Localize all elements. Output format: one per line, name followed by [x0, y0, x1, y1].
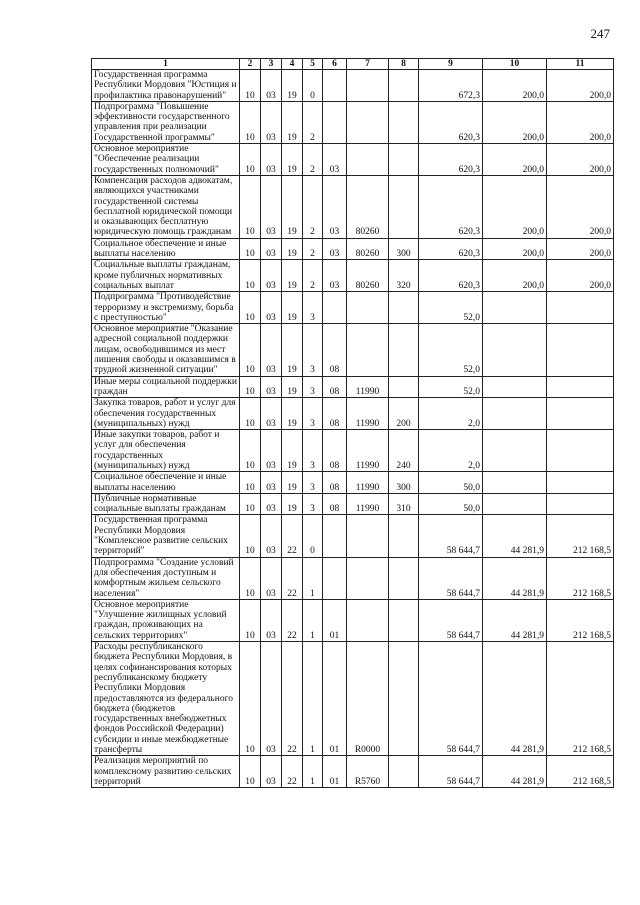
code-col-3: 03 — [261, 557, 282, 599]
code-col-2: 10 — [240, 376, 261, 398]
row-name: Реализация мероприятий по комплексному развитию сельских территорий — [92, 756, 240, 788]
column-header-3: 3 — [261, 59, 282, 70]
amount-col-9: 52,0 — [419, 324, 483, 376]
code-col-2: 10 — [240, 430, 261, 472]
code-col-7 — [347, 515, 389, 557]
table-body — [92, 70, 614, 788]
table-row — [92, 430, 614, 472]
code-col-5: 2 — [303, 101, 323, 143]
code-col-3: 03 — [261, 144, 282, 176]
amount-col-11: 200,0 — [547, 260, 614, 292]
column-header-9: 9 — [419, 59, 483, 70]
code-col-4: 19 — [282, 175, 303, 238]
code-col-5: 2 — [303, 144, 323, 176]
code-col-8 — [389, 557, 419, 599]
amount-col-11 — [547, 398, 614, 430]
code-col-8: 200 — [389, 398, 419, 430]
code-col-2: 10 — [240, 642, 261, 756]
code-col-7: R5760 — [347, 756, 389, 788]
amount-col-10: 200,0 — [483, 260, 547, 292]
code-col-4: 22 — [282, 557, 303, 599]
amount-col-9: 2,0 — [419, 430, 483, 472]
code-col-4: 22 — [282, 756, 303, 788]
table-row — [92, 599, 614, 641]
code-col-6 — [323, 515, 347, 557]
row-name: Расходы республиканского бюджета Республики Мордовия, в целях софинансирования которых республиканскому бюджету Республики Мордовия предоставляются из федерального бюджета (бюджетов государственных внебюджетных фондов Российской Федерации) субсидии и иные межбюджетные трансферты — [92, 642, 240, 756]
code-col-6: 08 — [323, 430, 347, 472]
column-header-2: 2 — [240, 59, 261, 70]
table-row — [92, 101, 614, 143]
amount-col-11 — [547, 493, 614, 515]
code-col-8: 240 — [389, 430, 419, 472]
code-col-4: 19 — [282, 292, 303, 324]
budget-table — [91, 58, 614, 788]
amount-col-11: 200,0 — [547, 144, 614, 176]
row-name: Компенсация расходов адвокатам, являющихся участниками государственной системы бесплатной юридической помощи и оказывающих бесплатную юридическую помощь гражданам — [92, 175, 240, 238]
code-col-7: 80260 — [347, 175, 389, 238]
amount-col-9: 620,3 — [419, 101, 483, 143]
column-header-1: 1 — [92, 59, 240, 70]
amount-col-9: 620,3 — [419, 238, 483, 260]
amount-col-9: 620,3 — [419, 144, 483, 176]
code-col-4: 19 — [282, 398, 303, 430]
code-col-5: 1 — [303, 756, 323, 788]
code-col-6: 01 — [323, 599, 347, 641]
code-col-6: 03 — [323, 238, 347, 260]
code-col-5: 2 — [303, 238, 323, 260]
code-col-5: 3 — [303, 472, 323, 494]
code-col-7: R0000 — [347, 642, 389, 756]
code-col-2: 10 — [240, 101, 261, 143]
table-row — [92, 756, 614, 788]
code-col-6 — [323, 292, 347, 324]
code-col-4: 22 — [282, 515, 303, 557]
code-col-6: 08 — [323, 376, 347, 398]
code-col-4: 19 — [282, 260, 303, 292]
code-col-8 — [389, 324, 419, 376]
amount-col-10 — [483, 292, 547, 324]
amount-col-10: 44 281,9 — [483, 599, 547, 641]
code-col-6 — [323, 70, 347, 102]
code-col-6 — [323, 557, 347, 599]
table-row — [92, 557, 614, 599]
amount-col-11: 212 168,5 — [547, 599, 614, 641]
code-col-3: 03 — [261, 376, 282, 398]
code-col-3: 03 — [261, 515, 282, 557]
amount-col-11 — [547, 472, 614, 494]
amount-col-10: 44 281,9 — [483, 515, 547, 557]
code-col-6: 01 — [323, 756, 347, 788]
row-name: Подпрограмма "Противодействие терроризму и экстремизму, борьба с преступностью" — [92, 292, 240, 324]
amount-col-9: 58 644,7 — [419, 642, 483, 756]
code-col-2: 10 — [240, 260, 261, 292]
code-col-5: 3 — [303, 398, 323, 430]
code-col-5: 1 — [303, 557, 323, 599]
amount-col-11 — [547, 324, 614, 376]
code-col-6: 01 — [323, 642, 347, 756]
code-col-7 — [347, 324, 389, 376]
code-col-5: 3 — [303, 324, 323, 376]
row-name: Государственная программа Республики Мордовия "Юстиция и профилактика правонарушений" — [92, 70, 240, 102]
row-name: Основное мероприятие "Улучшение жилищных условий граждан, проживающих на сельских территориях" — [92, 599, 240, 641]
code-col-8 — [389, 376, 419, 398]
code-col-6: 08 — [323, 472, 347, 494]
code-col-4: 19 — [282, 376, 303, 398]
code-col-4: 19 — [282, 493, 303, 515]
code-col-2: 10 — [240, 144, 261, 176]
code-col-3: 03 — [261, 430, 282, 472]
code-col-4: 19 — [282, 238, 303, 260]
table-row — [92, 260, 614, 292]
code-col-3: 03 — [261, 599, 282, 641]
code-col-8 — [389, 515, 419, 557]
row-name: Иные меры социальной поддержки граждан — [92, 376, 240, 398]
row-name: Публичные нормативные социальные выплаты гражданам — [92, 493, 240, 515]
code-col-7: 80260 — [347, 238, 389, 260]
row-name: Государственная программа Республики Мордовия "Комплексное развитие сельских территорий" — [92, 515, 240, 557]
code-col-2: 10 — [240, 175, 261, 238]
code-col-3: 03 — [261, 398, 282, 430]
code-col-7: 11990 — [347, 472, 389, 494]
row-name: Подпрограмма "Создание условий для обеспечения доступным и комфортным жильем сельского населения" — [92, 557, 240, 599]
amount-col-9: 58 644,7 — [419, 756, 483, 788]
code-col-3: 03 — [261, 101, 282, 143]
table-row — [92, 324, 614, 376]
code-col-2: 10 — [240, 292, 261, 324]
amount-col-9: 52,0 — [419, 292, 483, 324]
code-col-2: 10 — [240, 515, 261, 557]
amount-col-11 — [547, 376, 614, 398]
code-col-7: 11990 — [347, 430, 389, 472]
table-row — [92, 642, 614, 756]
amount-col-11: 212 168,5 — [547, 756, 614, 788]
amount-col-9: 58 644,7 — [419, 515, 483, 557]
code-col-5: 1 — [303, 642, 323, 756]
amount-col-11: 200,0 — [547, 175, 614, 238]
code-col-2: 10 — [240, 599, 261, 641]
code-col-2: 10 — [240, 70, 261, 102]
code-col-3: 03 — [261, 175, 282, 238]
code-col-8: 320 — [389, 260, 419, 292]
code-col-7 — [347, 70, 389, 102]
code-col-8 — [389, 101, 419, 143]
table-row — [92, 238, 614, 260]
amount-col-9: 58 644,7 — [419, 599, 483, 641]
amount-col-11 — [547, 292, 614, 324]
amount-col-9: 50,0 — [419, 472, 483, 494]
code-col-7: 11990 — [347, 493, 389, 515]
column-header-7: 7 — [347, 59, 389, 70]
code-col-5: 2 — [303, 260, 323, 292]
amount-col-11: 212 168,5 — [547, 642, 614, 756]
code-col-3: 03 — [261, 642, 282, 756]
code-col-4: 22 — [282, 599, 303, 641]
row-name: Социальное обеспечение и иные выплаты населению — [92, 472, 240, 494]
table-row — [92, 144, 614, 176]
code-col-7 — [347, 599, 389, 641]
code-col-4: 19 — [282, 324, 303, 376]
table-header-row — [92, 59, 614, 70]
amount-col-10: 44 281,9 — [483, 642, 547, 756]
amount-col-10 — [483, 398, 547, 430]
page-number: 247 — [590, 26, 610, 41]
row-name: Иные закупки товаров, работ и услуг для обеспечения государственных (муниципальных) нужд — [92, 430, 240, 472]
column-header-4: 4 — [282, 59, 303, 70]
amount-col-11: 200,0 — [547, 70, 614, 102]
amount-col-9: 58 644,7 — [419, 557, 483, 599]
code-col-4: 19 — [282, 472, 303, 494]
amount-col-10: 44 281,9 — [483, 557, 547, 599]
code-col-5: 2 — [303, 175, 323, 238]
code-col-3: 03 — [261, 756, 282, 788]
code-col-5: 3 — [303, 292, 323, 324]
row-name: Закупка товаров, работ и услуг для обеспечения государственных (муниципальных) нужд — [92, 398, 240, 430]
code-col-5: 3 — [303, 376, 323, 398]
amount-col-11 — [547, 430, 614, 472]
code-col-2: 10 — [240, 756, 261, 788]
code-col-3: 03 — [261, 324, 282, 376]
amount-col-11: 200,0 — [547, 238, 614, 260]
code-col-8 — [389, 292, 419, 324]
table-row — [92, 175, 614, 238]
code-col-6: 03 — [323, 144, 347, 176]
amount-col-9: 620,3 — [419, 175, 483, 238]
code-col-6: 03 — [323, 175, 347, 238]
code-col-7: 80260 — [347, 260, 389, 292]
code-col-8: 300 — [389, 472, 419, 494]
code-col-5: 3 — [303, 493, 323, 515]
amount-col-11: 200,0 — [547, 101, 614, 143]
column-header-11: 11 — [547, 59, 614, 70]
code-col-2: 10 — [240, 557, 261, 599]
code-col-3: 03 — [261, 292, 282, 324]
amount-col-10 — [483, 376, 547, 398]
amount-col-10 — [483, 324, 547, 376]
amount-col-10 — [483, 430, 547, 472]
amount-col-9: 50,0 — [419, 493, 483, 515]
code-col-7 — [347, 557, 389, 599]
amount-col-10: 200,0 — [483, 144, 547, 176]
code-col-5: 0 — [303, 70, 323, 102]
code-col-8 — [389, 70, 419, 102]
column-header-8: 8 — [389, 59, 419, 70]
code-col-6: 08 — [323, 398, 347, 430]
amount-col-10 — [483, 493, 547, 515]
code-col-6: 08 — [323, 493, 347, 515]
table-row — [92, 398, 614, 430]
code-col-7 — [347, 292, 389, 324]
code-col-2: 10 — [240, 238, 261, 260]
code-col-3: 03 — [261, 493, 282, 515]
code-col-7: 11990 — [347, 398, 389, 430]
row-name: Основное мероприятие "Оказание адресной социальной поддержки лицам, освободившимся из мест лишения свободы и оказавшимся в трудной жизненной ситуации" — [92, 324, 240, 376]
amount-col-9: 52,0 — [419, 376, 483, 398]
code-col-5: 0 — [303, 515, 323, 557]
column-header-5: 5 — [303, 59, 323, 70]
code-col-8 — [389, 642, 419, 756]
code-col-2: 10 — [240, 472, 261, 494]
amount-col-10: 44 281,9 — [483, 756, 547, 788]
code-col-2: 10 — [240, 398, 261, 430]
column-header-6: 6 — [323, 59, 347, 70]
code-col-6: 08 — [323, 324, 347, 376]
code-col-4: 19 — [282, 101, 303, 143]
table-row — [92, 493, 614, 515]
row-name: Социальное обеспечение и иные выплаты населению — [92, 238, 240, 260]
code-col-6: 03 — [323, 260, 347, 292]
code-col-3: 03 — [261, 70, 282, 102]
code-col-4: 19 — [282, 70, 303, 102]
code-col-8 — [389, 599, 419, 641]
row-name: Социальные выплаты гражданам, кроме публичных нормативных социальных выплат — [92, 260, 240, 292]
column-header-10: 10 — [483, 59, 547, 70]
amount-col-10: 200,0 — [483, 238, 547, 260]
code-col-8 — [389, 756, 419, 788]
amount-col-11: 212 168,5 — [547, 515, 614, 557]
code-col-3: 03 — [261, 472, 282, 494]
code-col-8 — [389, 144, 419, 176]
table-row — [92, 376, 614, 398]
code-col-4: 19 — [282, 430, 303, 472]
code-col-5: 3 — [303, 430, 323, 472]
row-name: Подпрограмма "Повышение эффективности государственного управления при реализации Государственной программы" — [92, 101, 240, 143]
amount-col-10: 200,0 — [483, 175, 547, 238]
code-col-2: 10 — [240, 493, 261, 515]
code-col-4: 19 — [282, 144, 303, 176]
amount-col-10 — [483, 472, 547, 494]
code-col-7 — [347, 144, 389, 176]
code-col-3: 03 — [261, 238, 282, 260]
code-col-6 — [323, 101, 347, 143]
code-col-3: 03 — [261, 260, 282, 292]
amount-col-9: 2,0 — [419, 398, 483, 430]
code-col-8: 310 — [389, 493, 419, 515]
table-row — [92, 292, 614, 324]
row-name: Основное мероприятие "Обеспечение реализации государственных полномочий" — [92, 144, 240, 176]
table-row — [92, 70, 614, 102]
code-col-7: 11990 — [347, 376, 389, 398]
amount-col-10: 200,0 — [483, 101, 547, 143]
amount-col-9: 620,3 — [419, 260, 483, 292]
amount-col-10: 200,0 — [483, 70, 547, 102]
code-col-2: 10 — [240, 324, 261, 376]
code-col-4: 22 — [282, 642, 303, 756]
code-col-8 — [389, 175, 419, 238]
code-col-5: 1 — [303, 599, 323, 641]
amount-col-11: 212 168,5 — [547, 557, 614, 599]
code-col-8: 300 — [389, 238, 419, 260]
code-col-7 — [347, 101, 389, 143]
amount-col-9: 672,3 — [419, 70, 483, 102]
table-row — [92, 515, 614, 557]
table-row — [92, 472, 614, 494]
